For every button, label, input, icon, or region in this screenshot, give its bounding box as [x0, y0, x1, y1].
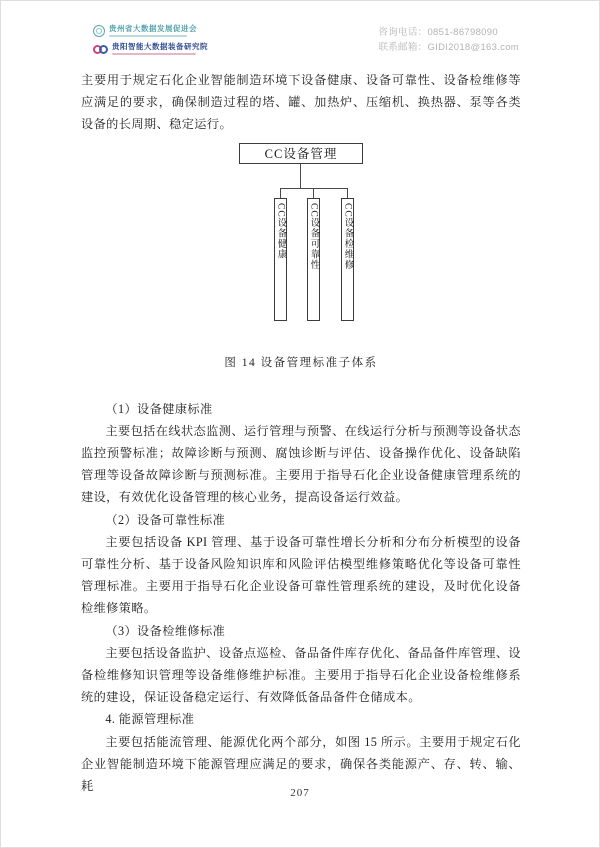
- institute-logo-text: 贵阳智能大数据装备研究院: [112, 42, 208, 52]
- section-heading-equipment-reliability: （2）设备可靠性标准: [105, 512, 226, 527]
- diagram-node-equipment-reliability: CC设备可靠性: [307, 198, 320, 321]
- section-body-equipment-maintenance: 主要包括设备监护、设备点巡检、备品备件库存优化、备品备件库管理、设备检维修知识管理等设备维修维护标准。主要用于指导石化企业设备检维修系统的建设，保证设备稳定运行、有效降低备品备件仓储成本。: [81, 645, 521, 705]
- section-heading-equipment-maintenance: （3）设备检维修标准: [105, 623, 226, 638]
- section-heading-energy-management: 4. 能源管理标准: [105, 712, 195, 727]
- association-logo: [93, 23, 208, 39]
- intro-paragraph: 主要用于规定石化企业智能制造环境下设备健康、设备可靠性、设备检维修等应满足的要求，确保制造过程的塔、罐、加热炉、压缩机、换热器、泵等各类设备的长周期、稳定运行。: [81, 73, 521, 132]
- institute-logo: [93, 41, 208, 57]
- section-body-equipment-reliability: 主要包括设备 KPI 管理、基于设备可靠性增长分析和分布分析模型的设备可靠性分析、基于设备风险知识库和风险评估模型维修策略优化等设备可靠性管理标准。主要用于指导石化企业设备可靠性管理系统的建设，及时优化设备检维修策略。: [81, 534, 521, 616]
- diagram-node-equipment-maintenance: CC设备检维修: [341, 198, 354, 321]
- association-logo-text: 贵州省大数据发展促进会: [109, 24, 197, 34]
- connector-line: [280, 188, 281, 198]
- section-body-equipment-health: 主要包括在线状态监测、运行管理与预警、在线运行分析与预测等设备状态监控预警标准；故障诊断与预测、腐蚀诊断与评估、设备操作优化、设备缺陷管理等设备故障诊断与预测标准。主要用于指导石化企业设备健康管理系统的建设，有效优化设备管理的核心业务，提高设备运行效益。: [81, 423, 521, 505]
- connector-line: [313, 188, 314, 198]
- association-emblem-icon: [93, 25, 105, 37]
- figure-14-diagram: [81, 136, 521, 398]
- document-body: [81, 69, 521, 797]
- diagram-node-equipment-health: CC设备健康: [274, 198, 287, 321]
- contact-info: [378, 25, 519, 55]
- contact-email: 联系邮箱：GIDI2018@163.com: [378, 42, 519, 53]
- figure-caption: 图 14 设备管理标准子体系: [224, 356, 378, 369]
- section-body-energy-management: 主要包括能流管理、能源优化两个部分，如图 15 所示。主要用于规定石化企业智能制造环境下能源管理应满足的要求，确保各类能源产、存、转、输、耗: [81, 734, 521, 794]
- connector-line: [300, 164, 301, 188]
- institute-emblem-icon: [93, 45, 108, 54]
- contact-phone: 咨询电话：0851-86798090: [378, 27, 498, 38]
- diagram-root-node: CC设备管理: [239, 143, 363, 164]
- association-logo-subline: [109, 35, 187, 37]
- logo-block: [93, 23, 208, 57]
- page-header: [93, 23, 519, 59]
- page-number: 207: [290, 787, 310, 799]
- section-heading-equipment-health: （1）设备健康标准: [105, 401, 213, 416]
- connector-line: [347, 188, 348, 198]
- institute-logo-subline: [112, 53, 196, 55]
